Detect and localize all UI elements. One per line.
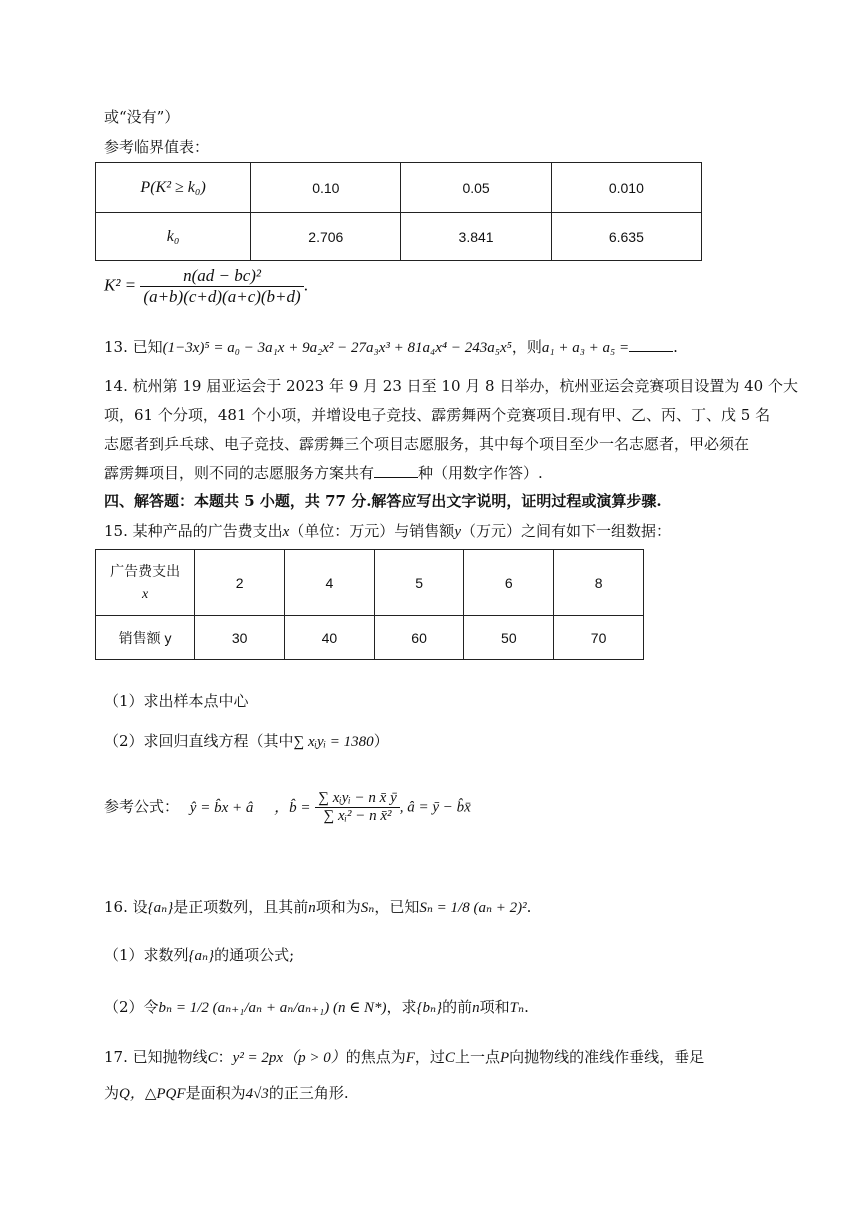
q14-line1: 14. 杭州第 19 届亚运会于 2023 年 9 月 23 日至 10 月 8 日举办，杭州亚运会竞赛项目设置为 40 个大 [104,377,798,395]
table-cell: 5 [374,550,464,616]
q17-g: 上一点 [454,1048,500,1066]
q17-triangle: ，△PQF [129,1086,186,1102]
q17-d: 的焦点为 [345,1048,406,1066]
q16-seq: {aₙ} [147,900,174,916]
q14-line4-a: 霹雳舞项目，则不同的志愿服务方案共有 [104,464,375,482]
table-cell [96,550,195,616]
ref-table-title: 参考临界值表： [104,138,210,156]
q13-prefix: 13. 已知 [104,338,163,356]
q16-stem-c: 项和为 [315,898,361,916]
q16-part1-seq: {aₙ} [188,948,215,964]
question-13 [104,336,678,357]
q16-part2-a: （2）令 [104,998,159,1016]
table-cell: 6.635 [551,213,701,261]
q14-line2: 项，61 个分项，481 个小项，并增设电子竞技、霹雳舞两个竞赛项目.现有甲、乙、丙、丁、戊 5 名 [104,406,771,424]
q15-reference-formula: 参考公式： ŷ = b̂x + â ，b̂ = $\frac{\text{∑ xᵢyᵢ − n x̄ ȳ}}{\text{∑ xᵢ² − n x̄²}}$ , â = ȳ − b̂x̄ [104,790,471,824]
q17-line2 [104,1082,349,1103]
formula-label: 参考公式： [104,797,180,816]
q14-line3: 志愿者到乒乓球、电子竞技、霹雳舞三个项目志愿服务，其中每个项目至少一名志愿者，甲必须在 [104,435,750,453]
q13-expression: (1−3x)⁵ = a₀ − 3a₁x + 9a₂x² − 27a₃x³ + 81a₄x⁴ − 243a₅x⁵ [162,340,512,356]
q15-stem-c: （万元）之间有如下一组数据： [460,522,671,540]
q17-line2-b: 是面积为 [185,1084,246,1102]
table-row [96,550,644,616]
q16-part2-e: . [524,998,529,1016]
q16-part2 [104,996,529,1017]
table-cell: 3.841 [401,213,551,261]
table-row [96,213,702,261]
formula-main: ŷ = b̂x + â [189,799,254,816]
q17-f: F [405,1050,415,1066]
k2-numerator: n(ad − bc)² [140,266,303,287]
table-cell: 40 [284,616,374,660]
q13-mid: ，则 [511,338,542,356]
q14-line4 [104,462,543,483]
q16-stem-b: 是正项数列，且其前 [173,898,309,916]
table-cell: 30 [195,616,285,660]
q16-stem-a: 16. 设 [104,898,148,916]
q17-line1 [104,1046,704,1067]
q17-b: ： [217,1048,233,1066]
q16-part2-b: ，求 [386,998,417,1016]
q17-area: 4√3 [245,1086,269,1102]
table-cell: k₀ [96,213,251,261]
q15-part1: （1）求出样本点中心 [104,692,249,710]
k2-formula: K² = $\frac{\text{n(ad − bc)²}}{(a+b)(c+d)(a+c)(b+d)}$ . [104,266,308,306]
k2-lhs: K² = [104,275,137,295]
q17-cond: （p > 0） [283,1050,346,1066]
q16-part1-b: 的通项公式; [214,946,295,964]
q15-sum: ∑ xᵢyᵢ = 1380 [293,734,374,750]
q13-end: . [673,338,678,356]
q16-part2-n: n [472,1000,480,1016]
q16-stem: 16. 设{aₙ}是正项数列，且其前n项和为Sₙ，已知Sₙ = 1/8 (aₙ + 2)². [104,898,532,916]
table-row [96,616,644,660]
intro-tail: 或“没有”） [104,108,180,126]
q15-stem [104,520,671,541]
q16-part2-t: Tₙ [509,1000,525,1016]
table-row [96,163,702,213]
row-label: 广告费支出 [110,562,181,579]
q16-sn: Sₙ [360,900,375,916]
q16-part2-c: 的前 [442,998,473,1016]
table-cell: 0.10 [251,163,401,213]
formula-b-denominator: ∑ xᵢ² − n x̄² [323,808,392,824]
critical-value-table [95,162,702,261]
answer-blank[interactable] [374,463,418,478]
table-cell: 50 [464,616,554,660]
q16-part2-formula: bₙ = 1/2 (aₙ₊₁/aₙ + aₙ/aₙ₊₁) (n ∈ N*) [158,1000,387,1016]
q15-var-y: y [454,524,461,540]
table-cell: 2 [195,550,285,616]
table-cell: 4 [284,550,374,616]
table-cell: 2.706 [251,213,401,261]
q17-line2-a: 为 [104,1084,120,1102]
q17-h: 向抛物线的准线作垂线，垂足 [509,1048,705,1066]
row-label-var: x [142,586,149,602]
q17-c2: C [444,1050,455,1066]
formula-b-fraction [315,790,399,825]
q16-formula: Sₙ = 1/8 (aₙ + 2)² [419,900,527,916]
table-cell: 0.010 [551,163,701,213]
formula-b-numerator: ∑ xᵢyᵢ − n x̄ ȳ [315,790,399,808]
q17-e: ，过 [414,1048,445,1066]
table-cell: P(K² ≥ k₀) [96,163,251,213]
q17-p: P [499,1050,510,1066]
section-heading: 四、解答题：本题共 5 小题，共 77 分.解答应写出文字说明，证明过程或演算步骤. [104,492,662,510]
q16-part2-d: 项和 [479,998,510,1016]
table-cell: 0.05 [401,163,551,213]
answer-blank[interactable] [629,337,673,352]
q17-line2-c: 的正三角形. [268,1084,349,1102]
q17-q: Q [119,1086,130,1102]
k2-fraction [140,266,303,307]
q15-stem-a: 15. 某种产品的广告费支出 [104,522,283,540]
q13-target: a₁ + a₃ + a₅ = [541,340,630,356]
q15-part2-b: ） [373,732,389,750]
q15-part2 [104,730,389,751]
formula-a: , â = ȳ − b̂x̄ [399,799,471,816]
q14-line4-b: 种（用数字作答）. [418,464,543,482]
q17-c: C [207,1050,218,1066]
q16-part1 [104,944,294,965]
q17-a: 17. 已知抛物线 [104,1048,208,1066]
table-cell: 销售额 y [96,616,195,660]
table-cell: 60 [374,616,464,660]
table-cell: 70 [554,616,644,660]
q16-part2-seq: {bₙ} [416,1000,443,1016]
q15-var-x: x [282,524,290,540]
k2-denominator: (a+b)(c+d)(a+c)(b+d) [143,287,301,306]
q16-stem-d: ，已知 [374,898,420,916]
q15-part2-a: （2）求回归直线方程（其中 [104,732,294,750]
q15-values-table [95,549,644,660]
table-cell: 6 [464,550,554,616]
q17-eq: y² = 2px [232,1050,284,1066]
q16-part1-a: （1）求数列 [104,946,189,964]
table-cell: 8 [554,550,644,616]
q16-n: n [308,900,316,916]
q15-stem-b: （单位：万元）与销售额 [289,522,455,540]
